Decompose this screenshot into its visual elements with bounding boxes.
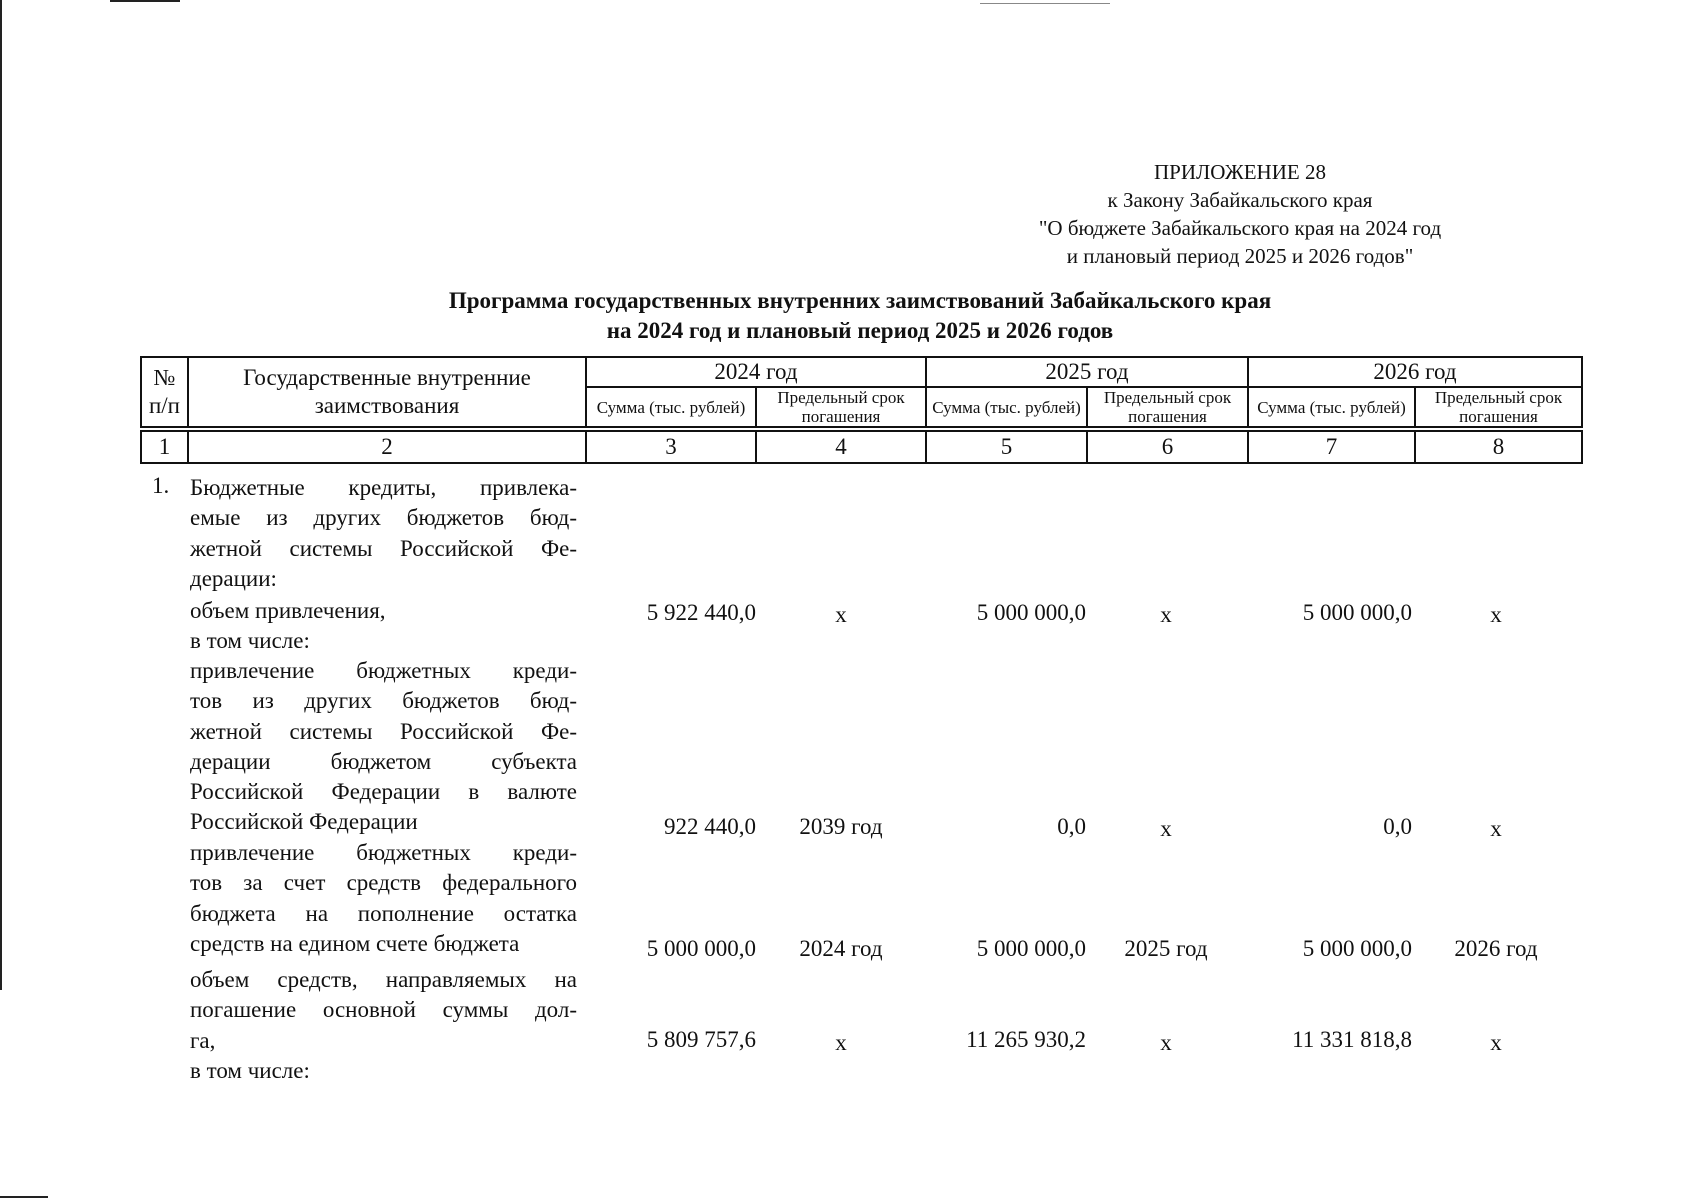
cell-repayment-sum-2026: 11 331 818,8 [1292, 1027, 1412, 1052]
header-sum-2024: Сумма (тыс. рублей) [586, 387, 756, 427]
row-label-line: дерации бюджетом субъекта [190, 748, 577, 774]
row-label-line: объем привлечения, [190, 598, 386, 623]
cell-attraction-term-2025: x [1160, 602, 1172, 627]
scan-mark-top-left [110, 0, 180, 2]
header-year-2026: 2026 год [1248, 357, 1582, 387]
header-sum-2025: Сумма (тыс. рублей) [926, 387, 1087, 427]
col-number-8: 8 [1415, 431, 1582, 463]
row-label-line: га, [190, 1027, 216, 1053]
cell-credits-term-2025: x [1160, 816, 1172, 841]
header-year-2025: 2025 год [926, 357, 1248, 387]
row-label-line: в том числе: [190, 628, 310, 654]
col-number-5: 5 [926, 431, 1087, 463]
header-term-2024: Предельный срок погашения [756, 387, 926, 427]
cell-repayment-term-2024: x [835, 1030, 847, 1055]
col-number-6: 6 [1087, 431, 1248, 463]
appendix-law: к Закону Забайкальского края [1107, 188, 1373, 212]
cell-credits-sum-2024: 922 440,0 [664, 814, 756, 839]
title-line-2: на 2024 год и плановый период 2025 и 2026 годов [606, 318, 1114, 343]
heading-line: дерации: [190, 565, 277, 591]
header-term-2026: Предельный срок погашения [1415, 387, 1582, 427]
cell-repayment-term-2025: x [1160, 1030, 1172, 1055]
appendix-block [960, 158, 1520, 270]
document-title [180, 286, 1540, 346]
cell-credits-sum-2025: 0,0 [1057, 814, 1086, 839]
cell-credits-sum-2026: 0,0 [1383, 814, 1412, 839]
cell-federal-sum-2024: 5 000 000,0 [646, 936, 756, 961]
heading-line: жетной системы Российской Фе- [190, 535, 577, 561]
row-label-line: Российской Федерации [190, 809, 418, 835]
appendix-law-title: "О бюджете Забайкальского края на 2024 год [1038, 216, 1442, 240]
row-label-line: тов из других бюджетов бюд- [190, 688, 577, 714]
cell-attraction-term-2024: x [835, 602, 847, 627]
col-number-4: 4 [756, 431, 926, 463]
header-term-2025: Предельный срок погашения [1087, 387, 1248, 427]
cell-federal-sum-2026: 5 000 000,0 [1302, 936, 1412, 961]
row-label-line: жетной системы Российской Фе- [190, 718, 577, 744]
cell-federal-sum-2025: 5 000 000,0 [976, 936, 1086, 961]
col-number-3: 3 [586, 431, 756, 463]
scan-mark-bottom-left [0, 1196, 48, 1198]
cell-repayment-term-2026: x [1490, 1030, 1502, 1055]
row-label-line: привлечение бюджетных креди- [190, 658, 577, 683]
heading-line: емые из других бюджетов бюд- [190, 505, 577, 531]
row-label-line: тов за счет средств федерального [190, 870, 577, 896]
row-label-line: привлечение бюджетных креди- [190, 840, 577, 865]
table-header [140, 356, 1583, 464]
col-number-1: 1 [141, 431, 188, 463]
heading-line: Бюджетные кредиты, привлека- [190, 475, 577, 500]
title-line-1: Программа государственных внутренних заимствований Забайкальского края [448, 288, 1272, 313]
col-number-2: 2 [188, 431, 586, 463]
header-year-2024: 2024 год [586, 357, 926, 387]
cell-attraction-sum-2025: 5 000 000,0 [976, 600, 1086, 625]
row-label-line: погашение основной суммы дол- [190, 997, 577, 1023]
cell-attraction-term-2026: x [1490, 602, 1502, 627]
cell-attraction-sum-2026: 5 000 000,0 [1302, 600, 1412, 625]
cell-federal-term-2024: 2024 год [799, 936, 883, 961]
row-label-line: в том числе: [190, 1057, 310, 1083]
header-name: Государственные внутренние заимствования [188, 357, 586, 427]
appendix-law-period: и плановый период 2025 и 2026 годов" [1066, 244, 1414, 268]
cell-repayment-sum-2025: 11 265 930,2 [966, 1027, 1086, 1052]
row-label-line: бюджета на пополнение остатка [190, 900, 577, 926]
scan-mark-top-right [980, 3, 1110, 4]
header-num: № п/п [141, 357, 188, 427]
appendix-number: ПРИЛОЖЕНИЕ 28 [1154, 160, 1326, 184]
cell-federal-term-2025: 2025 год [1124, 936, 1208, 961]
row-label-line: объем средств, направляемых на [190, 967, 577, 992]
header-sum-2026: Сумма (тыс. рублей) [1248, 387, 1415, 427]
row-label-attraction [190, 596, 577, 657]
col-number-7: 7 [1248, 431, 1415, 463]
cell-attraction-sum-2024: 5 922 440,0 [646, 600, 756, 625]
cell-federal-term-2026: 2026 год [1454, 936, 1538, 961]
section-number: 1. [152, 473, 170, 498]
row-label-budget-credits [190, 656, 577, 838]
cell-credits-term-2026: x [1490, 816, 1502, 841]
section-heading [190, 473, 577, 594]
row-label-line: средств на едином счете бюджета [190, 930, 520, 956]
cell-repayment-sum-2024: 5 809 757,6 [646, 1027, 756, 1052]
scan-border-left [0, 0, 2, 990]
row-label-federal-credits [190, 838, 577, 959]
row-label-repayment [190, 965, 577, 1086]
cell-credits-term-2024: 2039 год [799, 814, 883, 839]
row-label-line: Российской Федерации в валюте [190, 779, 577, 805]
